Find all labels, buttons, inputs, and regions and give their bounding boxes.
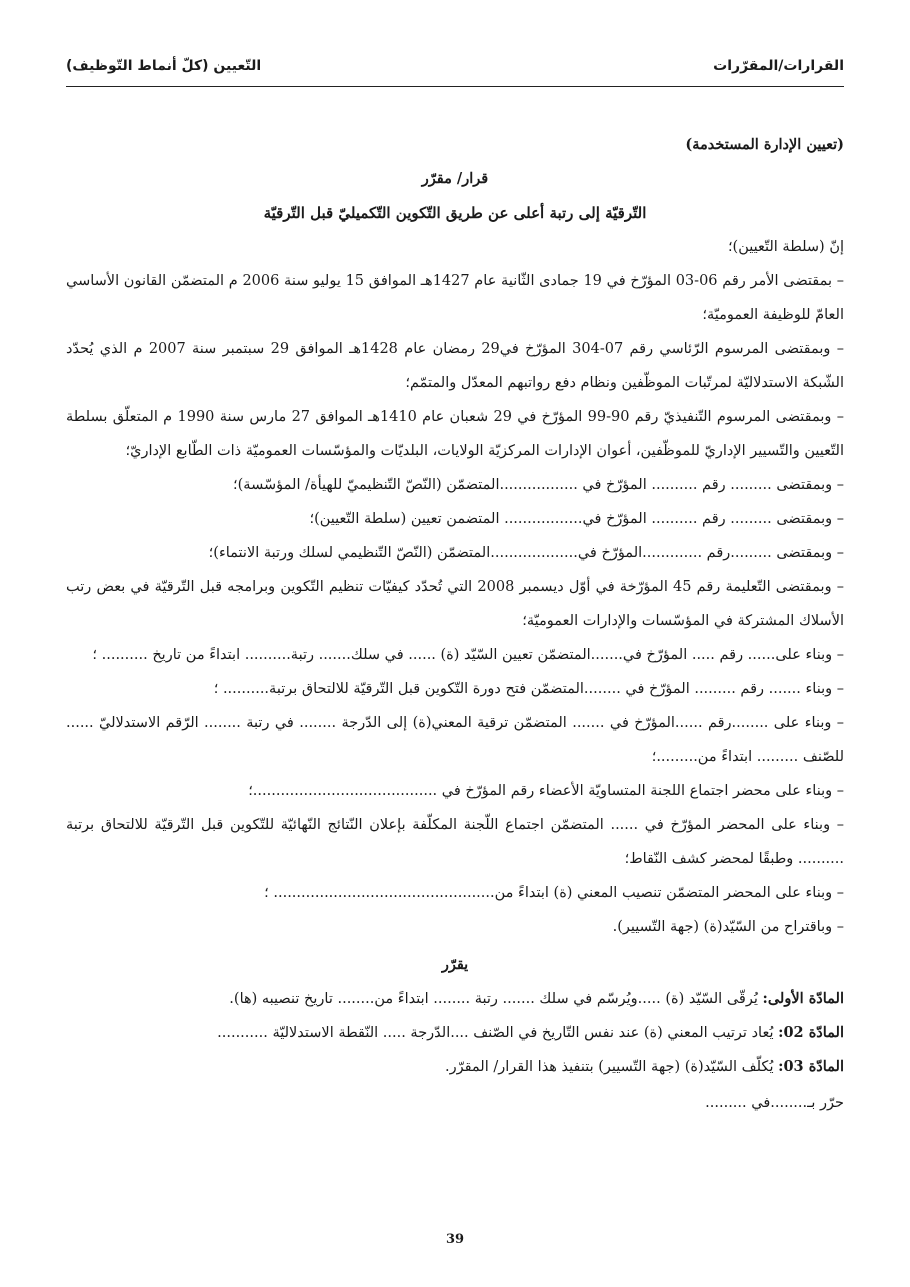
legal-basis-paragraph: – وبناء على المحضر المتضمّن تنصيب المعني (ة) ابتداءً من................................................ ؛ <box>264 885 844 901</box>
header-divider <box>66 86 844 87</box>
legal-basis-paragraph: – وبمقتضى المرسوم التّنفيذيّ رقم 90-99 المؤرّخ في 29 شعبان عام 1410هـ الموافق 27 مارس سنة 1990 م المتعلّق بسلطة التّعيين والتّسيير الإداريّ للموظّفين، أعوان الإدارات المركزيّة الولايات، البلديّات والمؤسّسات العموميّة ذات الطّابع الإداريّ؛ <box>66 409 845 459</box>
article-03 <box>66 1050 844 1084</box>
legal-basis-paragraph: – وبناء على المحضر المؤرّخ في ...... المتضمّن اجتماع اللّجنة المكلّفة بإعلان النّتائج النّهائيّة للتّكوين قبل التّرقيّة للالتحاق برتبة .......... وطبقًا لمحضر كشف النّقاط؛ <box>66 817 844 867</box>
document-subtitle: التّرقيّة إلى رتبة أعلى عن طريق التّكوين التّكميليّ قبل التّرقيّة <box>263 204 647 222</box>
legal-basis-paragraph: – بمقتضى الأمر رقم 06-03 المؤرّخ في 19 جمادى الثّانية عام 1427هـ الموافق 15 يوليو سنة 2006 م المتضمّن القانون الأساسي العامّ للوظيفة العموميّة؛ <box>66 273 844 323</box>
decides-heading: يقرّر <box>441 956 469 973</box>
article-text: يُعاد ترتيب المعني (ة) عند نفس التّاريخ في الصّنف ....الدّرجة ..... النّقطة الاستدلاليّة ........... <box>217 1025 779 1041</box>
article-text: يُرقّى السّيّد (ة) .....ويُرسّم في سلك ....... رتبة ........ ابتداءً من........ تاريخ تنصيبه (ها). <box>229 991 763 1007</box>
legal-basis-paragraph: – وبمقتضى .........رقم .............المؤرّخ في...................المتضمّن (النّصّ التّنظيمي لسلك ورتبة الانتماء)؛ <box>208 545 844 561</box>
legal-basis-paragraph: – وبمقتضى المرسوم الرّئاسي رقم 07-304 المؤرّخ في29 رمضان عام 1428هـ الموافق 29 سبتمبر سنة 2007 م الذي يُحدّد الشّبكة الاستدلاليّة لمرتّبات الموظّفين ونظام دفع رواتبهم المعدّل والمتمّم؛ <box>66 341 844 391</box>
legal-basis-paragraph: – وبناء على محضر اجتماع اللجنة المتساويّة الأعضاء رقم المؤرّخ في ........................................؛ <box>248 783 844 799</box>
legal-basis-paragraph: – وبمقتضى التّعليمة رقم 45 المؤرّخة في أوّل ديسمبر 2008 التي تُحدّد كيفيّات تنظيم التّكوين وبرامجه قبل التّرقيّة في بعض رتب الأسلاك المشتركة في المؤسّسات والإدارات العموميّة؛ <box>66 579 844 629</box>
legal-basis-paragraph: – وبمقتضى ......... رقم .......... المؤرّخ في .................المتضمّن (النّصّ التّنظيميّ للهيأة/ المؤسّسة)؛ <box>233 477 844 493</box>
document-body <box>66 128 844 1120</box>
article-label: المادّة 03: <box>778 1058 844 1075</box>
administration-label: (تعيين الإدارة المستخدمة) <box>685 136 844 153</box>
page-header <box>66 58 844 74</box>
legal-basis-paragraph: – وبناء على...... رقم ..... المؤرّخ في.......المتضمّن تعيين السّيّد (ة) ...... في سلك....... رتبة.......... ابتداءً من تاريخ .......... ؛ <box>92 647 844 663</box>
article-label: المادّة 02: <box>778 1024 844 1041</box>
article-text: يُكلّف السّيّد(ة) (جهة التّسيير) بتنفيذ هذا القرار/ المقرّر. <box>444 1059 779 1075</box>
page-number: 39 <box>445 1232 465 1247</box>
document-title: قرار/ مقرّر <box>421 170 489 187</box>
article-label: المادّة الأولى: <box>762 990 844 1007</box>
legal-basis-paragraph: – وباقتراح من السّيّد(ة) (جهة التّسيير). <box>612 919 844 935</box>
legal-basis-paragraph: – وبناء ....... رقم ......... المؤرّخ في ........المتضمّن فتح دورة التّكوين قبل التّرقيّة للالتحاق برتبة.......... ؛ <box>213 681 844 697</box>
signature-line: حرّر بـ........في ......... <box>705 1095 844 1111</box>
legal-basis-paragraph: – وبمقتضى ......... رقم .......... المؤرّخ في................. المتضمن تعيين (سلطة التّعيين)؛ <box>309 511 844 527</box>
article-first <box>66 982 844 1016</box>
header-chapter-title: التّعيين (كلّ أنماط التّوظيف) <box>66 58 262 74</box>
legal-basis-paragraph: – وبناء على ........رقم ......المؤرّخ في ....... المتضمّن ترقية المعني(ة) إلى الدّرجة ........ في رتبة ........ الرّقم الاستدلاليّ ...... للصّنف ......... ابتداءً من.........؛ <box>66 715 844 765</box>
authority-intro: إنّ (سلطة التّعيين)؛ <box>727 239 844 255</box>
header-section-title: القرارات/المقرّرات <box>713 58 844 74</box>
article-02 <box>66 1016 844 1050</box>
